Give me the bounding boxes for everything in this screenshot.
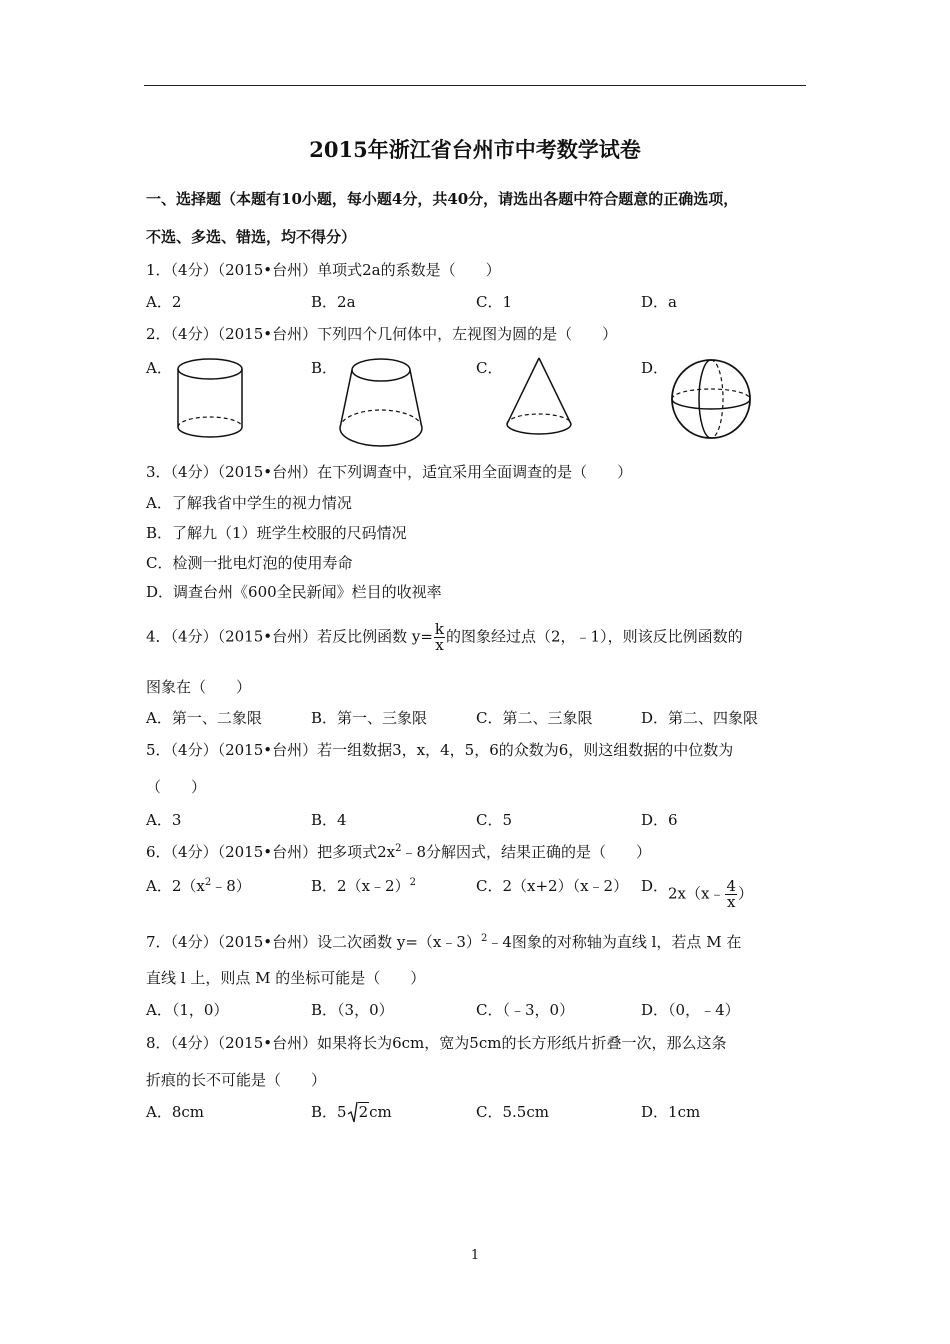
q8-option-b [311,1101,392,1123]
q4-option-d: D．第二、四象限 [641,709,759,727]
q1-option-c: C．1 [476,293,513,311]
q4-option-c: C．第二、三象限 [476,709,593,727]
q2-option-c-label: C． [476,359,503,377]
q4-option-a: A．第一、二象限 [146,709,262,727]
cone-figure [503,354,575,440]
q6-option-d-fraction [725,879,737,910]
q7-option-c: C．（﹣3，0） [476,1001,575,1019]
q7-option-a: A．（1，0） [146,1001,229,1019]
q4-stem-pre: 4．（4分）（2015•台州）若反比例函数 y= [146,627,433,646]
q7-option-d: D．（0，﹣4） [641,1001,740,1019]
q7-stem-line2: 直线 l 上，则点 M 的坐标可能是（ ） [146,969,426,987]
q1-option-b: B．2a [311,293,356,311]
q4-stem-line2: 图象在（ ） [146,678,252,696]
q4-frac-den: x [435,636,444,654]
q4-stem-post: 的图象经过点（2，﹣1），则该反比例函数的 [446,627,743,646]
q6-option-a [146,875,251,897]
q8-option-a: A．8cm [146,1103,205,1121]
q6-option-a-pre: A．2（x [146,877,205,895]
q5-option-c: C．5 [476,811,513,829]
q7-option-b: B．（3，0） [311,1001,394,1019]
q6-stem-post: ﹣8分解因式，结果正确的是（ ） [401,843,652,861]
q8-option-b-radicand: 2 [358,1103,369,1121]
frustum-figure [336,354,426,450]
q6-option-d-num: 4 [726,877,737,895]
q7-exponent: 2 [480,933,488,944]
q6-option-a-post: ﹣8） [211,877,251,895]
q3-option-b: B．了解九（1）班学生校服的尺码情况 [146,524,407,542]
q6-option-d-pre: 2x（x﹣ [668,884,725,903]
q8-option-b-unit: cm [369,1103,392,1121]
q2-option-d-label: D． [641,359,669,377]
q4-option-b: B．第一、三象限 [311,709,428,727]
q2-stem: 2．（4分）（2015•台州）下列四个几何体中，左视图为圆的是（ ） [146,325,618,343]
q3-option-d: D．调查台州《600全民新闻》栏目的收视率 [146,583,442,601]
q3-option-a: A．了解我省中学生的视力情况 [146,494,352,512]
q7-stem [146,931,741,953]
q8-option-c: C．5.5cm [476,1103,549,1121]
q6-option-d-label: D． [641,877,669,895]
sphere-figure [668,356,754,442]
q1-option-d: D．a [641,293,677,311]
q8-option-b-label: B． [311,1103,338,1121]
q4-stem [146,622,743,653]
q6-option-d-post: ） [738,884,754,903]
q6-option-a-exp: 2 [204,877,212,888]
q4-frac-num: k [434,620,445,638]
q6-exponent: 2 [395,843,402,854]
page-number: 1 [470,1248,480,1263]
q5-option-b: B．4 [311,811,347,829]
section-heading-line2: 不选、多选、错选，均不得分） [146,228,357,246]
q6-stem [146,841,651,863]
q6-option-b-exp: 2 [409,877,416,888]
header-rule [144,85,806,86]
q6-option-d-den: x [727,893,736,911]
q6-option-b [311,875,416,897]
q8-option-d: D．1cm [641,1103,701,1121]
q5-stem: 5．（4分）（2015•台州）若一组数据3，x，4，5，6的众数为6，则这组数据的中位数为 [146,741,734,759]
q7-stem-pre: 7．（4分）（2015•台州）设二次函数 y=（x﹣3） [146,933,481,951]
q6-stem-pre: 6．（4分）（2015•台州）把多项式2x [146,843,396,861]
page-title: 2015年浙江省台州市中考数学试卷 [309,137,641,162]
q8-stem: 8．（4分）（2015•台州）如果将长为6cm，宽为5cm的长方形纸片折叠一次，那么这条 [146,1034,727,1052]
q3-stem: 3．（4分）（2015•台州）在下列调查中，适宜采用全面调查的是（ ） [146,463,633,481]
q8-option-b-coef: 5 [337,1103,347,1121]
q6-option-d [668,879,753,910]
q4-fraction [434,622,445,653]
q5-stem-line2: （ ） [146,778,207,796]
q5-option-a: A．3 [146,811,182,829]
q2-option-a-label: A． [146,359,172,377]
section-heading-line1: 一、选择题（本题有10小题，每小题4分，共40分，请选出各题中符合题意的正确选项， [146,190,739,208]
q6-option-b-pre: B．2（x﹣2） [311,877,410,895]
q1-stem: 1．（4分）（2015•台州）单项式2a的系数是（ ） [146,261,501,279]
q1-option-a: A．2 [146,293,182,311]
q3-option-c: C．检测一批电灯泡的使用寿命 [146,554,353,572]
q2-option-b-label: B． [311,359,338,377]
q7-stem-post: ﹣4图象的对称轴为直线 l，若点 M 在 [487,933,742,951]
sqrt-symbol-icon [347,1101,358,1123]
q6-option-c: C．2（x+2）（x﹣2） [476,877,629,895]
cylinder-figure [172,356,248,442]
q5-option-d: D．6 [641,811,678,829]
q8-stem-line2: 折痕的长不可能是（ ） [146,1071,327,1089]
